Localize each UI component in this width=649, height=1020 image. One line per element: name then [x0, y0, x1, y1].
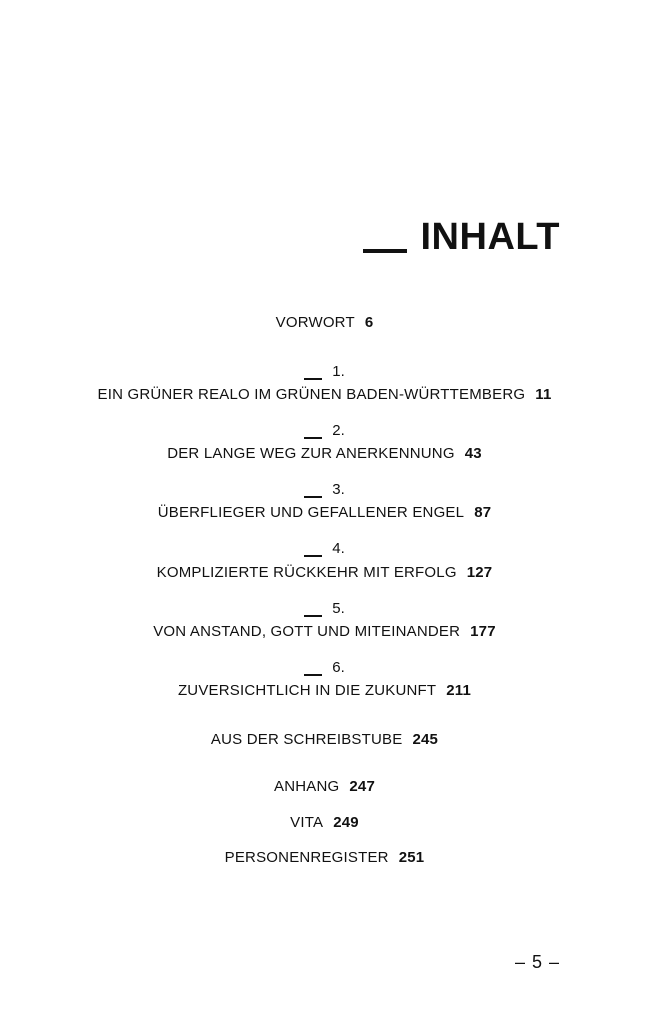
- toc-entry-label: EIN GRÜNER REALO IM GRÜNEN BADEN-WÜRTTEMBERG: [97, 386, 526, 403]
- chapter-dash: [304, 378, 322, 380]
- toc-entry-label: VITA: [290, 814, 324, 831]
- toc-entry-label: VORWORT: [275, 314, 355, 331]
- toc-entry-label: ZUVERSICHTLICH IN DIE ZUKUNFT: [177, 682, 437, 699]
- toc-entry-page: 6: [364, 314, 374, 331]
- toc-entry-chapter-2[interactable]: [0, 445, 649, 462]
- toc-entry-page: 11: [535, 386, 552, 403]
- toc-entry-chapter-1[interactable]: [0, 386, 649, 403]
- chapter-number-text: 5.: [332, 600, 345, 617]
- chapter-dash: [304, 496, 322, 498]
- toc-entry-vorwort[interactable]: [0, 314, 649, 331]
- toc-entry-label: ANHANG: [273, 778, 340, 795]
- toc-entry-page: 211: [446, 682, 472, 699]
- toc-entry-anhang[interactable]: [0, 778, 649, 795]
- chapter-number: [0, 540, 649, 557]
- chapter-dash: [304, 437, 322, 439]
- toc-entry-page: 249: [333, 814, 359, 831]
- page-number: – 5 –: [514, 952, 560, 972]
- toc-entry-chapter-3[interactable]: [0, 504, 649, 521]
- toc-entry-page: 177: [470, 623, 496, 640]
- chapter-number-text: 4.: [332, 540, 345, 557]
- toc-entry-page: 127: [466, 564, 493, 581]
- toc-entry-label: DER LANGE WEG ZUR ANERKENNUNG: [167, 445, 455, 462]
- toc-entry-page: 43: [464, 445, 482, 462]
- chapter-number: [0, 481, 649, 498]
- chapter-number-text: 1.: [332, 363, 345, 380]
- chapter-number-text: 6.: [332, 659, 345, 676]
- toc-entry-label: VON ANSTAND, GOTT UND MITEINANDER: [153, 623, 461, 640]
- toc-entry-chapter-4[interactable]: [0, 564, 649, 581]
- chapter-number: [0, 422, 649, 439]
- title-dash: [363, 249, 407, 253]
- toc-entry-chapter-6[interactable]: [0, 682, 649, 699]
- chapter-number: [0, 600, 649, 617]
- toc-entry-label: KOMPLIZIERTE RÜCKKEHR MIT ERFOLG: [156, 564, 457, 581]
- toc-entry-label: ÜBERFLIEGER UND GEFALLENER ENGEL: [157, 504, 465, 521]
- toc-entry-page: 245: [412, 731, 439, 748]
- toc-entry-personenregister[interactable]: [0, 849, 649, 866]
- chapter-dash: [304, 615, 322, 617]
- toc-entry-page: 251: [398, 849, 425, 866]
- chapter-dash: [304, 674, 322, 676]
- title-text: INHALT: [420, 216, 560, 258]
- chapter-number-text: 2.: [332, 422, 345, 439]
- toc-entry-schreibstube[interactable]: [0, 731, 649, 748]
- toc-entry-label: AUS DER SCHREIBSTUBE: [210, 731, 403, 748]
- toc-entry-chapter-5[interactable]: [0, 623, 649, 640]
- toc-entry-label: PERSONENREGISTER: [224, 849, 389, 866]
- page-title: [363, 218, 561, 256]
- toc-entry-vita[interactable]: [0, 814, 649, 831]
- chapter-number-text: 3.: [332, 481, 345, 498]
- chapter-number: [0, 659, 649, 676]
- chapter-dash: [304, 555, 322, 557]
- toc-entry-page: 87: [474, 504, 492, 521]
- toc-entry-page: 247: [349, 778, 375, 795]
- chapter-number: [0, 363, 649, 380]
